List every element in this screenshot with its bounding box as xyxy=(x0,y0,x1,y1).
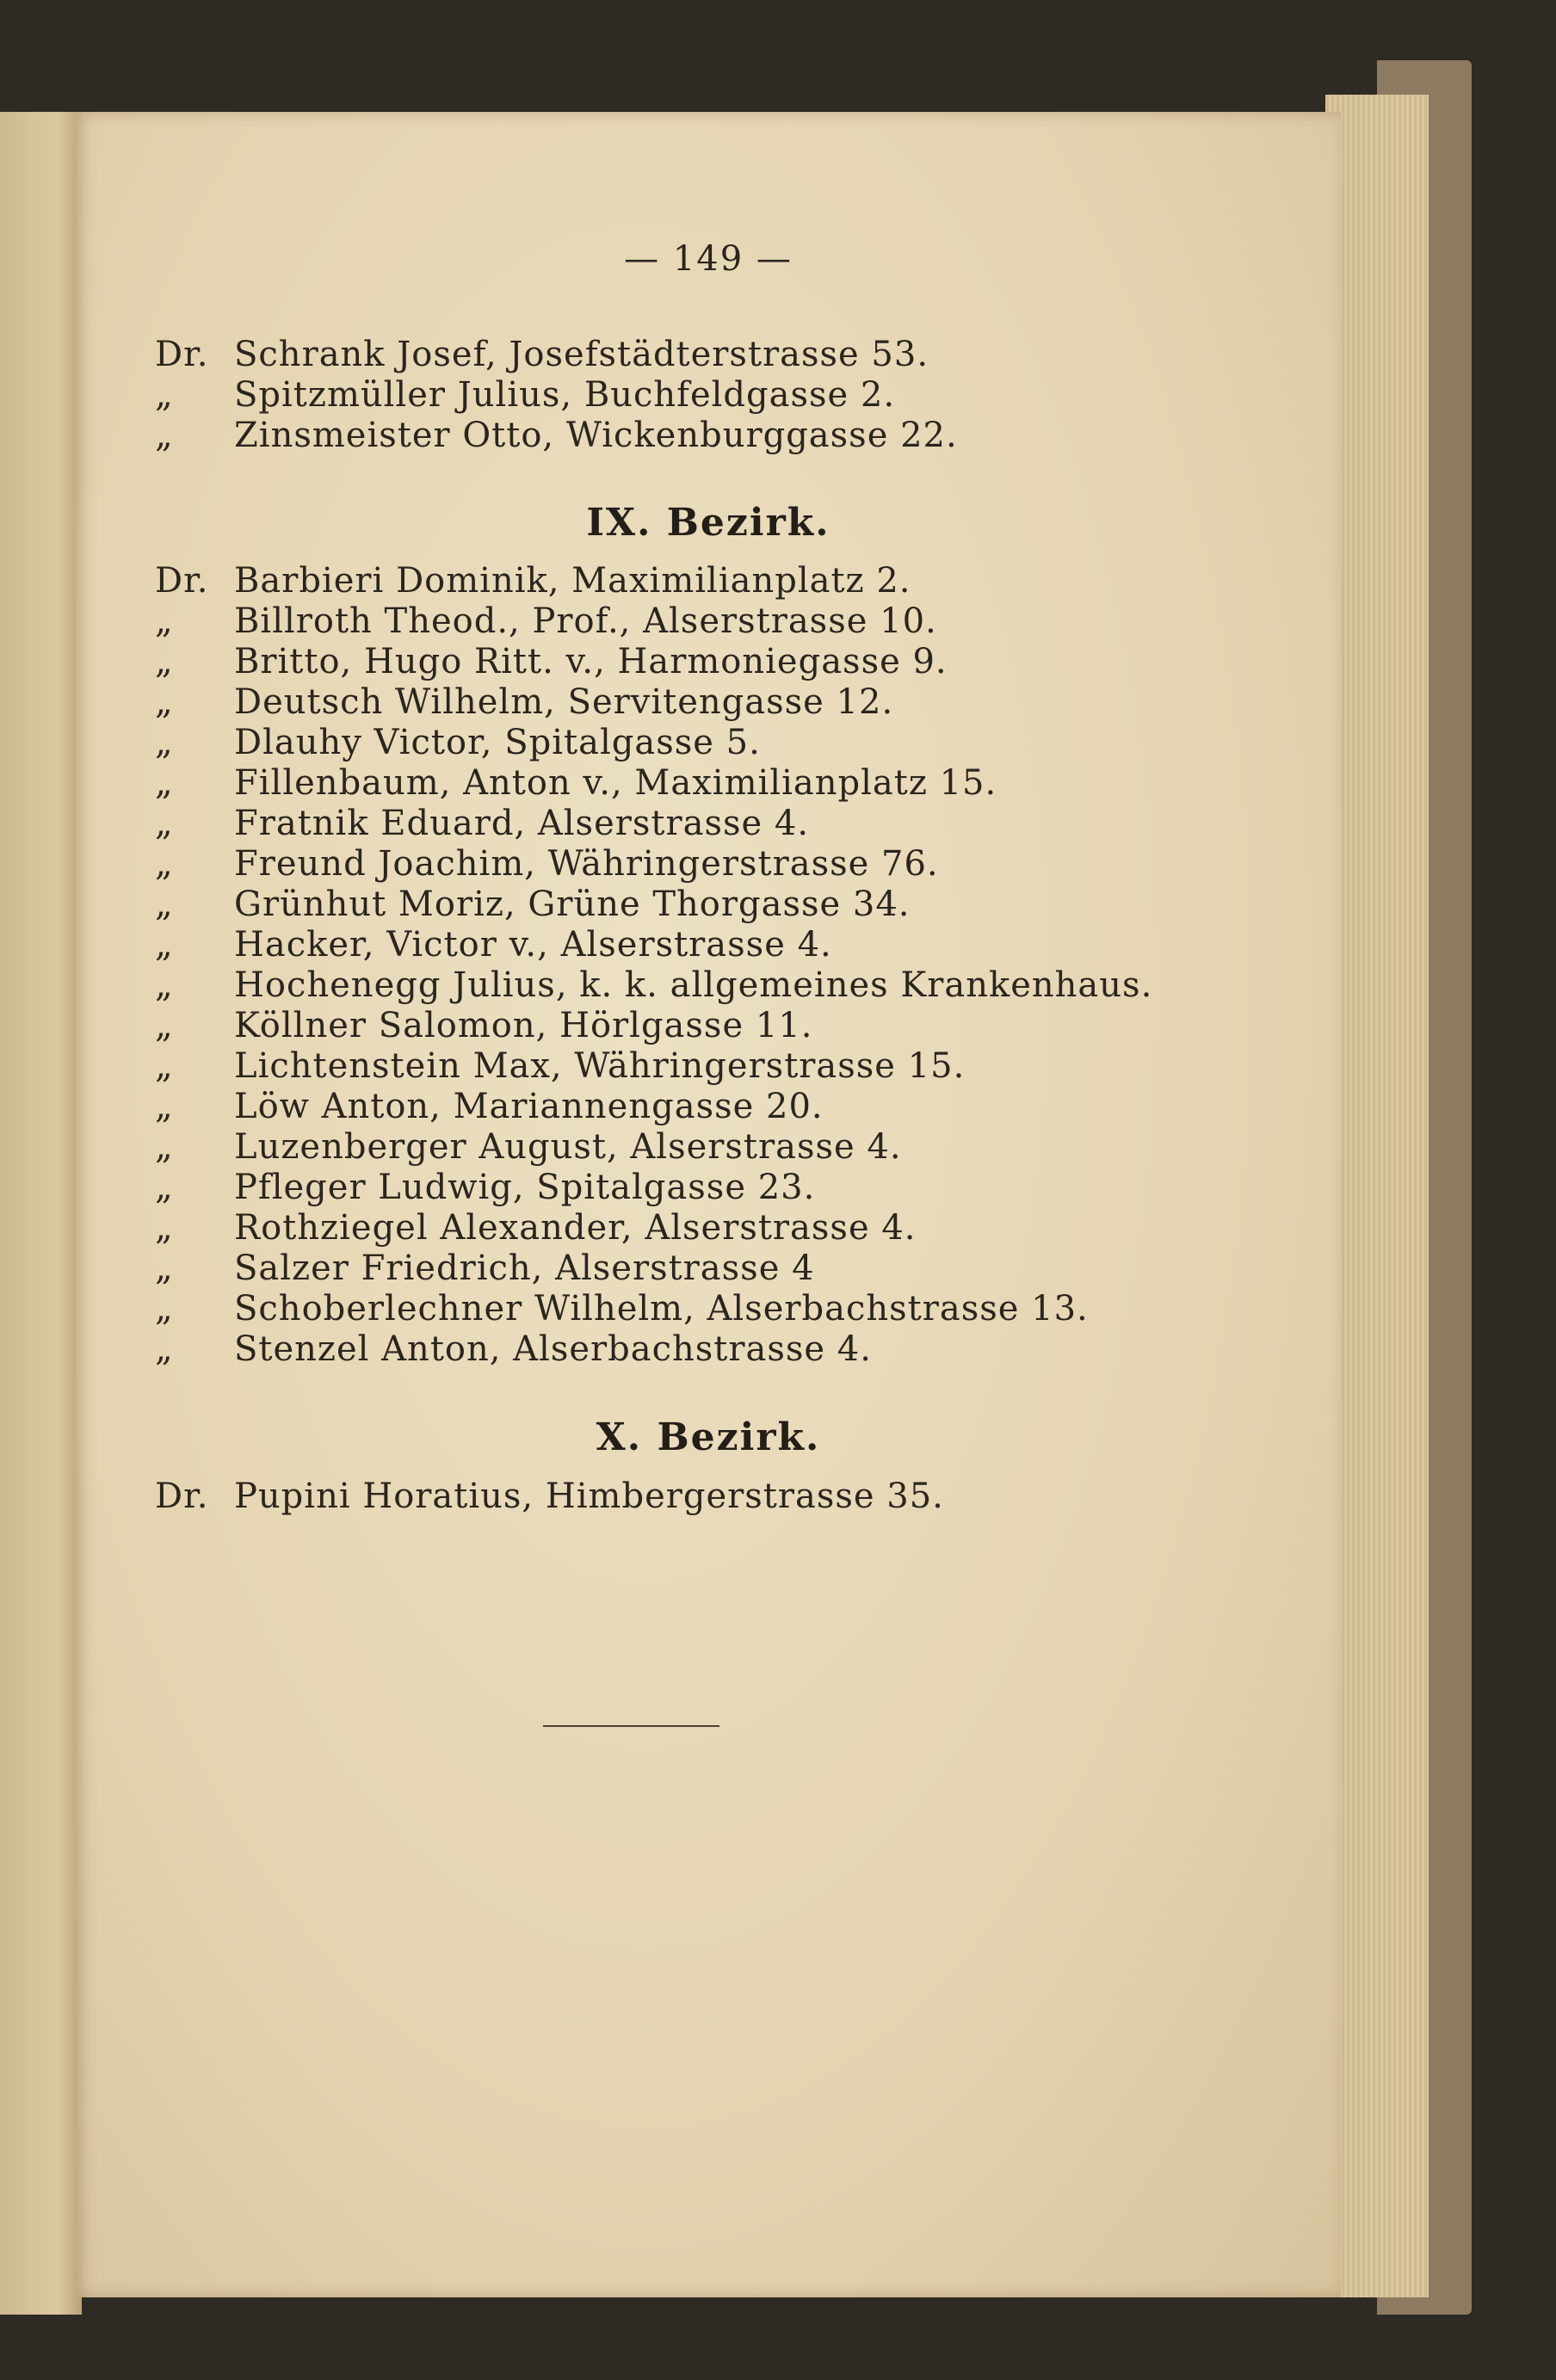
page-edges xyxy=(1325,95,1429,2297)
entry-prefix: „ xyxy=(155,416,174,455)
entry-text: Salzer Friedrich, Alserstrasse 4 xyxy=(234,1249,815,1288)
list-item xyxy=(155,640,948,683)
entry-prefix: Dr. xyxy=(155,561,209,601)
entry-prefix: „ xyxy=(155,925,174,965)
list-item xyxy=(155,333,929,376)
entry-prefix: „ xyxy=(155,682,174,722)
entry-prefix: „ xyxy=(155,1168,174,1207)
entry-prefix: „ xyxy=(155,1249,174,1288)
list-item xyxy=(155,1247,815,1290)
entry-prefix: „ xyxy=(155,1289,174,1329)
page-number: — 149 — xyxy=(624,239,793,279)
list-item xyxy=(155,373,895,416)
entry-text: Fratnik Eduard, Alserstrasse 4. xyxy=(234,804,810,843)
entry-text: Barbieri Dominik, Maximilianplatz 2. xyxy=(234,561,911,601)
entry-prefix: „ xyxy=(155,1329,174,1369)
entry-prefix: „ xyxy=(155,723,174,762)
entry-text: Deutsch Wilhelm, Servitengasse 12. xyxy=(234,682,894,722)
entry-text: Köllner Salomon, Hörlgasse 11. xyxy=(234,1006,813,1045)
entry-text: Zinsmeister Otto, Wickenburggasse 22. xyxy=(234,416,958,455)
list-item xyxy=(155,964,1152,1007)
list-item xyxy=(155,761,997,805)
list-item xyxy=(155,1328,872,1371)
entry-prefix: Dr. xyxy=(155,1477,209,1516)
list-item xyxy=(155,1125,902,1168)
entry-prefix: „ xyxy=(155,763,174,803)
entry-prefix: Dr. xyxy=(155,335,209,374)
list-item xyxy=(155,802,809,845)
list-item xyxy=(155,559,911,602)
entry-text: Schrank Josef, Josefstädterstrasse 53. xyxy=(234,335,929,374)
entry-text: Grünhut Moriz, Grüne Thorgasse 34. xyxy=(234,885,911,924)
section-heading-x: X. Bezirk. xyxy=(596,1415,821,1459)
entry-text: Pfleger Ludwig, Spitalgasse 23. xyxy=(234,1168,816,1207)
book-page xyxy=(76,112,1341,2297)
entry-text: Hochenegg Julius, k. k. allgemeines Krankenhaus. xyxy=(234,965,1153,1005)
entry-text: Spitzmüller Julius, Buchfeldgasse 2. xyxy=(234,375,896,415)
entry-prefix: „ xyxy=(155,844,174,884)
list-item xyxy=(155,842,939,885)
entry-prefix: „ xyxy=(155,1208,174,1248)
entry-prefix: „ xyxy=(155,1006,174,1045)
entry-text: Billroth Theod., Prof., Alserstrasse 10. xyxy=(234,601,937,641)
end-rule xyxy=(543,1725,719,1727)
section-heading-ix: IX. Bezirk. xyxy=(586,501,830,545)
list-item xyxy=(155,600,937,643)
left-page-edge xyxy=(0,112,82,2315)
entry-text: Hacker, Victor v., Alserstrasse 4. xyxy=(234,925,832,965)
entry-text: Rothziegel Alexander, Alserstrasse 4. xyxy=(234,1208,917,1248)
list-item xyxy=(155,923,832,966)
list-item xyxy=(155,1475,944,1518)
list-item xyxy=(155,883,911,926)
list-item xyxy=(155,681,893,724)
entry-prefix: „ xyxy=(155,965,174,1005)
entry-text: Pupini Horatius, Himbergerstrasse 35. xyxy=(234,1477,944,1516)
entry-text: Freund Joachim, Währingerstrasse 76. xyxy=(234,844,939,884)
entry-prefix: „ xyxy=(155,375,174,415)
entry-prefix: „ xyxy=(155,1087,174,1126)
entry-text: Luzenberger August, Alserstrasse 4. xyxy=(234,1127,902,1167)
entry-prefix: „ xyxy=(155,1127,174,1167)
entry-prefix: „ xyxy=(155,601,174,641)
entry-text: Lichtenstein Max, Währingerstrasse 15. xyxy=(234,1046,966,1086)
list-item xyxy=(155,1045,965,1088)
entry-text: Fillenbaum, Anton v., Maximilianplatz 15. xyxy=(234,763,997,803)
entry-prefix: „ xyxy=(155,642,174,681)
entry-prefix: „ xyxy=(155,804,174,843)
entry-prefix: „ xyxy=(155,1046,174,1086)
list-item xyxy=(155,1004,812,1047)
list-item xyxy=(155,414,958,457)
entry-prefix: „ xyxy=(155,885,174,924)
list-item xyxy=(155,1206,917,1249)
entry-text: Britto, Hugo Ritt. v., Harmoniegasse 9. xyxy=(234,642,948,681)
entry-text: Stenzel Anton, Alserbachstrasse 4. xyxy=(234,1329,872,1369)
list-item xyxy=(155,1085,824,1128)
list-item xyxy=(155,1166,815,1209)
list-item xyxy=(155,721,761,764)
list-item xyxy=(155,1287,1089,1330)
entry-text: Dlauhy Victor, Spitalgasse 5. xyxy=(234,723,761,762)
entry-text: Löw Anton, Mariannengasse 20. xyxy=(234,1087,824,1126)
entry-text: Schoberlechner Wilhelm, Alserbachstrasse 13. xyxy=(234,1289,1089,1329)
